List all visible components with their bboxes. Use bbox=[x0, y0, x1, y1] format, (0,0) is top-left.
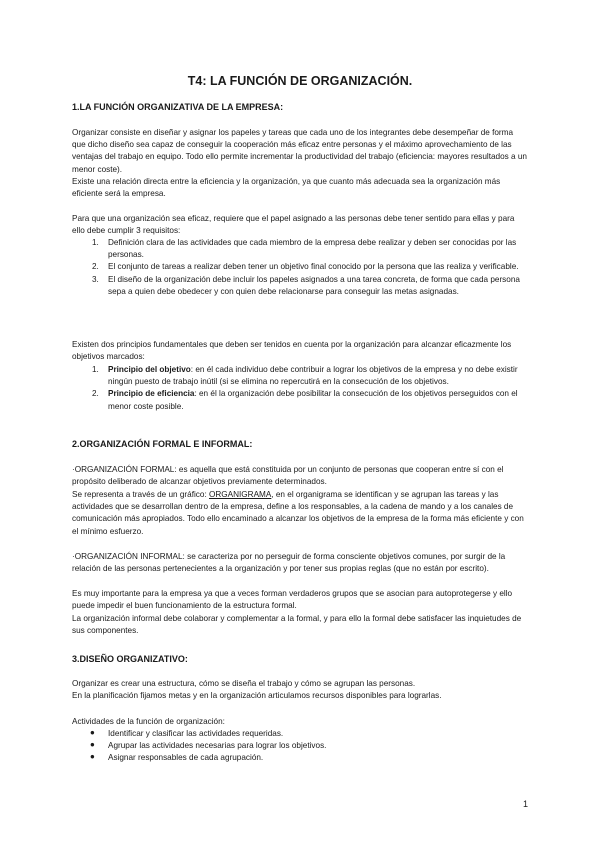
section-2-heading: 2.ORGANIZACIÓN FORMAL E INFORMAL: bbox=[72, 439, 253, 449]
informal-org-paragraph-3: La organización informal debe colaborar y complementar a la formal, y para ello la formal debe satisfacer las inquietudes de sus componentes. bbox=[72, 614, 522, 636]
informal-org-paragraph-2: Es muy importante para la empresa ya que a veces forman verdaderos grupos que se asocian para autoprotegerse y ello puede impedir el buen funcionamiento de la estructura formal. bbox=[72, 589, 513, 611]
s3-paragraph-2: En la planificación fijamos metas y en la organización articulamos recursos disponibles para lograrlas. bbox=[72, 691, 442, 700]
section-1-heading: 1.LA FUNCIÓN ORGANIZATIVA DE LA EMPRESA: bbox=[72, 102, 284, 112]
organigrama-paragraph: Se representa a través de un gráfico: ORGANIGRAMA, en el organigrama se identifican y se agrupan las tareas y las actividades que se desarrollan dentro de la empresa, define a los responsables, a la cadena de mando y a los canales de comunicación más apropiados. Todo ello encaminado a alcanzar los objetivos de la empresa de la forma más eficiente y con el mínimo esfuerzo. bbox=[72, 490, 524, 536]
formal-org-paragraph: ·ORGANIZACIÓN FORMAL: es aquella que está constituida por un conjunto de personas que cooperan entre sí con el propósito deliberado de alcanzar objetivos previamente determinados. bbox=[72, 465, 504, 487]
s1-paragraph-3: Para que una organización sea eficaz, requiere que el papel asignado a las personas debe tener sentido para ellas y para ello debe cumplir 3 requisitos: bbox=[72, 214, 515, 236]
s1-paragraph-1: Organizar consiste en diseñar y asignar los papeles y tareas que cada uno de los integrantes debe desempeñar de forma que dicho diseño sea capaz de conseguir la cooperación más eficaz entre personas y el máximo aprovechamiento de las ventajas del trabajo en equipo. Todo ello permite incrementar la productividad del trabajo (eficiencia: mayores resultados a un menor coste). bbox=[72, 128, 527, 174]
s3-paragraph-3: Actividades de la función de organización: bbox=[72, 717, 225, 726]
list-item: 2. El conjunto de tareas a realizar deben tener un objetivo final conocido por la persona que las realiza y verificable. bbox=[92, 262, 519, 272]
list-item: ● Agrupar las actividades necesarias para lograr los objetivos. bbox=[90, 740, 327, 751]
principles-list bbox=[72, 364, 528, 413]
requirements-list bbox=[72, 237, 528, 298]
list-item: 3. El diseño de la organización debe incluir los papeles asignados a una tarea concreta, de forma que cada persona sepa a quien debe obedecer y con quien debe relacionarse para conseguir las metas asignadas. bbox=[92, 274, 520, 296]
informal-org-paragraph: ·ORGANIZACIÓN INFORMAL: se caracteriza por no perseguir de forma consciente objetivos comunes, por surgir de la relación de las personas pertenecientes a la organización y por tener sus propias reglas (que no están por escrito). bbox=[72, 552, 506, 574]
list-item: 2. Principio de eficiencia: en él la organización debe posibilitar la consecución de los objetivos perseguidos con el menor coste posible. bbox=[92, 389, 518, 411]
s1-paragraph-4: Existen dos principios fundamentales que deben ser tenidos en cuenta por la organización para alcanzar eficazmente los objetivos marcados: bbox=[72, 340, 512, 362]
list-item: 1. Definición clara de las actividades que cada miembro de la empresa debe realizar y deben ser conocidas por las personas. bbox=[92, 238, 517, 260]
page-title: T4: LA FUNCIÓN DE ORGANIZACIÓN. bbox=[187, 74, 413, 88]
page-number: 1 bbox=[522, 799, 528, 809]
s3-paragraph-1: Organizar es crear una estructura, cómo se diseña el trabajo y cómo se agrupan las personas. bbox=[72, 679, 416, 688]
activities-list bbox=[72, 728, 528, 765]
list-item: ● Identificar y clasificar las actividades requeridas. bbox=[90, 728, 284, 738]
list-item: 1. Principio del objetivo: en él cada individuo debe contribuir a lograr los objetivos de la empresa y no debe existir ningún puesto de trabajo inútil (si se elimina no repercutirá en la consecución de los objetivos. bbox=[92, 365, 518, 387]
section-3-heading: 3.DISEÑO ORGANIZATIVO: bbox=[72, 654, 188, 664]
list-item: ● Asignar responsables de cada agrupación. bbox=[90, 752, 264, 763]
s1-paragraph-2: Existe una relación directa entre la eficiencia y la organización, ya que cuanto más adecuada sea la organización más eficiente será la empresa. bbox=[72, 177, 501, 199]
